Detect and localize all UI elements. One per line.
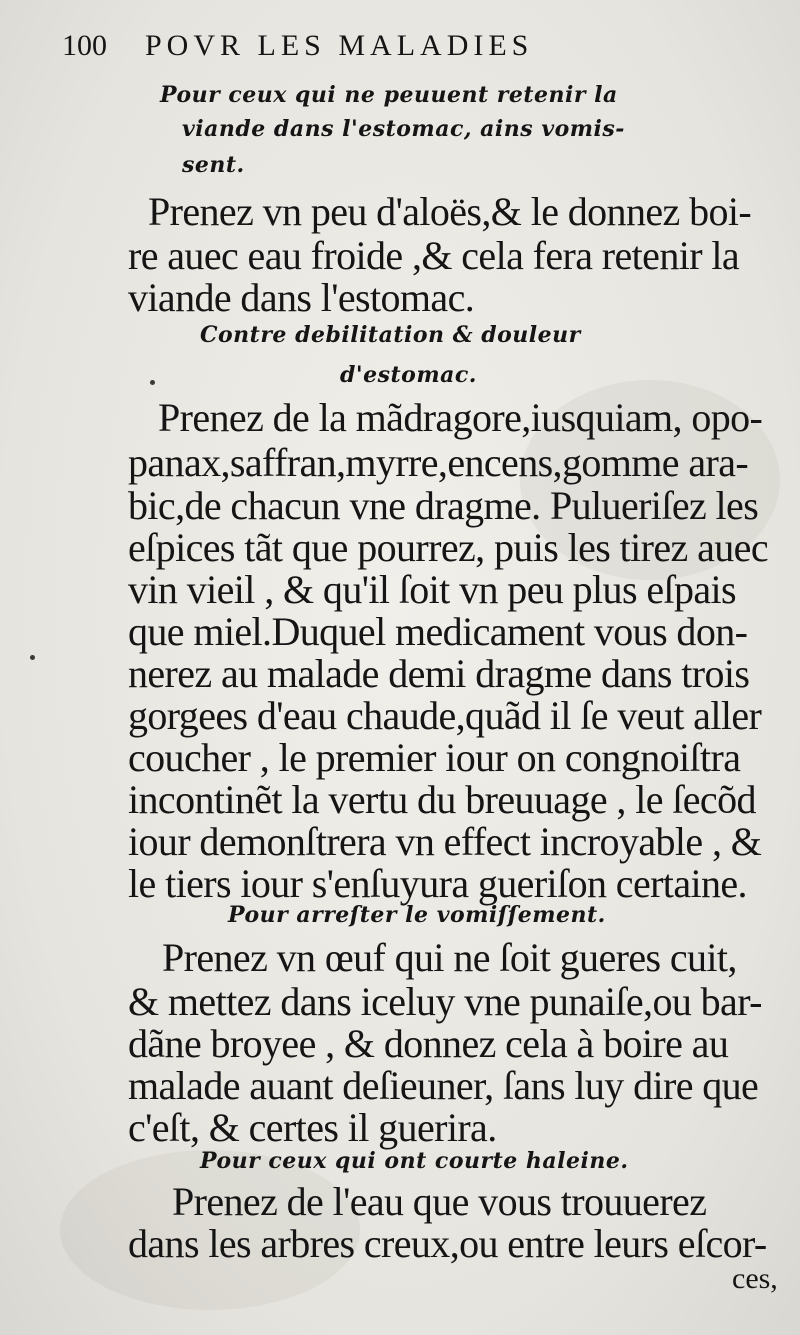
body-line: panax,saffran,myrre,encens,gomme ara-	[128, 440, 749, 485]
body-line: c'eſt, & certes il guerira.	[128, 1105, 497, 1150]
body-line: re auec eau froide ,& cela fera retenir la	[128, 233, 740, 278]
body-line: & mettez dans iceluy vne punaiſe,ou bar-	[128, 979, 762, 1024]
section-heading-line: Pour ceux qui ont courte haleine.	[200, 1148, 629, 1174]
body-line: dans les arbres creux,ou entre leurs eſcor-	[128, 1221, 767, 1266]
body-line: eſpices tãt que pourrez, puis les tirez auec	[128, 525, 768, 570]
page-number: 100	[62, 29, 107, 62]
catchword: ces,	[732, 1262, 778, 1295]
running-head	[62, 26, 762, 66]
body-line: nerez au malade demi dragme dans trois	[128, 651, 750, 696]
body-line: Prenez de l'eau que vous trouuerez	[172, 1179, 707, 1224]
body-line: le tiers iour s'enſuyura gueriſon certaine.	[128, 861, 747, 906]
ink-speck	[150, 380, 155, 385]
body-line: vin vieil , & qu'il ſoit vn peu plus eſpais	[128, 567, 737, 612]
body-line: iour demonſtrera vn effect incroyable , &	[128, 819, 762, 864]
body-line: viande dans l'estomac.	[128, 275, 475, 320]
body-line: incontinẽt la vertu du breuuage , le ſecõd	[128, 777, 756, 822]
body-line: Prenez vn peu d'aloës,& le donnez boi-	[148, 189, 752, 234]
ink-speck	[30, 655, 35, 660]
body-line: que miel.Duquel medicament vous don-	[128, 609, 748, 654]
section-heading-line: viande dans l'estomac, ains vomis-	[182, 116, 625, 142]
section-heading-line: sent.	[182, 152, 245, 178]
section-heading-line: Pour ceux qui ne peuuent retenir la	[160, 82, 618, 108]
body-line: malade auant deſieuner, ſans luy dire que	[128, 1063, 759, 1108]
body-line: Prenez vn œuf qui ne ſoit gueres cuit,	[162, 935, 737, 980]
body-line: gorgees d'eau chaude,quãd il ſe veut aller	[128, 693, 762, 738]
section-heading-line: Pour arreſter le vomiſſement.	[228, 902, 606, 928]
running-title: POVR LES MALADIES	[145, 29, 534, 62]
body-line: bic,de chacun vne dragme. Pulueriſez les	[128, 483, 759, 528]
section-heading-line: d'estomac.	[340, 362, 477, 388]
body-line: coucher , le premier iour on congnoiſtra	[128, 735, 741, 780]
body-line: dãne broyee , & donnez cela à boire au	[128, 1021, 729, 1066]
section-heading-line: Contre debilitation & douleur	[200, 322, 581, 348]
body-line: Prenez de la mãdragore,iusquiam, opo-	[158, 395, 763, 440]
